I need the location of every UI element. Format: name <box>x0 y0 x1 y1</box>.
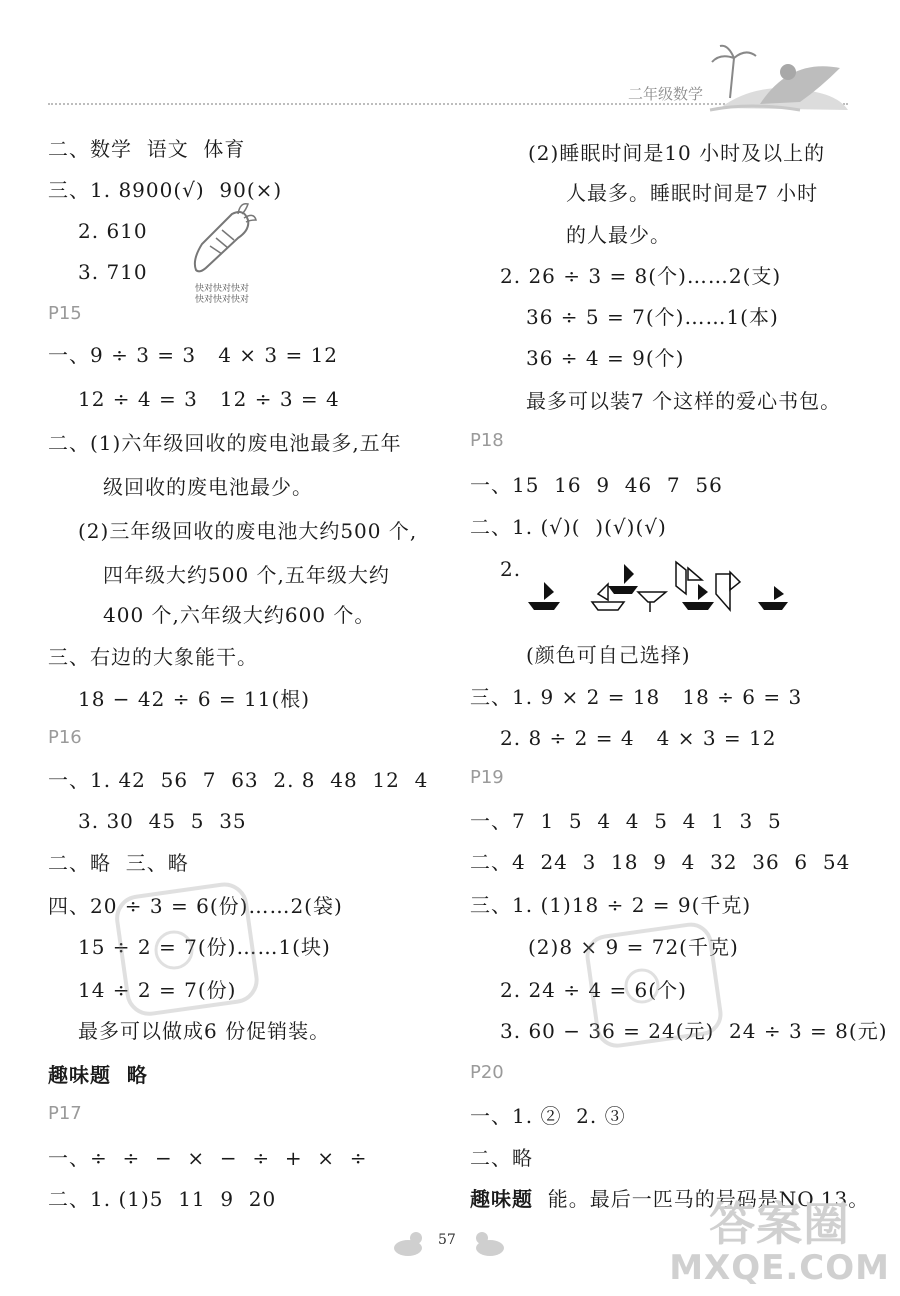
answer-line: 2. 26 ÷ 3 = 8(个)……2(支) <box>500 264 782 288</box>
page-reference: P20 <box>470 1062 504 1083</box>
answer-line: 三、1. (1)18 ÷ 2 = 9(千克) <box>470 893 752 917</box>
answer-line: 最多可以装7 个这样的爱心书包。 <box>526 389 842 413</box>
beach-illustration-icon <box>700 38 850 116</box>
answer-line: 二、1. (1)5 11 9 20 <box>48 1187 277 1211</box>
site-watermark: 答案圈 MXQE.COM <box>669 1197 890 1288</box>
fun-question-label: 趣味题 <box>470 1187 533 1211</box>
faint-stamp-watermark <box>108 880 268 1020</box>
answer-line: 一、1. ② 2. ③ <box>470 1104 626 1128</box>
page-number: 57 <box>438 1232 456 1248</box>
answer-line: (颜色可自己选择) <box>526 643 691 667</box>
answer-line: 一、÷ ÷ − × − ÷ + × ÷ <box>48 1146 368 1170</box>
header-title: 二年级数学 <box>628 85 704 103</box>
answer-line: 二、1. (√)( )(√)(√) <box>470 515 667 539</box>
fun-question-answer: 能。最后一匹马的号码是NO.13。 <box>533 1187 870 1211</box>
answer-line: 36 ÷ 5 = 7(个)……1(本) <box>526 305 779 329</box>
answer-line: 12 ÷ 4 = 3 12 ÷ 3 = 4 <box>78 387 340 411</box>
answer-line: 二、数学 语文 体育 <box>48 137 246 161</box>
answer-line: (2)三年级回收的废电池大约500 个, <box>78 519 418 543</box>
answer-line: 三、1. 9 × 2 = 18 18 ÷ 6 = 3 <box>470 685 803 709</box>
answer-line: 2. 8 ÷ 2 = 4 4 × 3 = 12 <box>500 726 777 750</box>
answer-line: 最多可以做成6 份促销装。 <box>78 1019 331 1043</box>
answer-line: 的人最少。 <box>566 223 671 247</box>
answer-line: 一、9 ÷ 3 = 3 4 × 3 = 12 <box>48 343 339 367</box>
answer-line: 级回收的废电池最少。 <box>103 475 313 499</box>
page-reference: P17 <box>48 1103 82 1124</box>
answer-line: 二、略 三、略 <box>48 851 189 875</box>
answer-line: 36 ÷ 4 = 9(个) <box>526 346 685 370</box>
answer-line: 人最多。睡眠时间是7 小时 <box>566 181 819 205</box>
answer-line: 一、7 1 5 4 4 5 4 1 3 5 <box>470 809 782 833</box>
answer-line: 3. 60 − 36 = 24(元) 24 ÷ 3 = 8(元) <box>500 1019 888 1043</box>
answer-line: 二、4 24 3 18 9 4 32 36 6 54 <box>470 850 851 874</box>
page-reference: P15 <box>48 303 82 324</box>
answer-line: (2)睡眠时间是10 小时及以上的 <box>528 141 826 165</box>
page-reference: P18 <box>470 430 504 451</box>
answer-line: 400 个,六年级大约600 个。 <box>103 603 376 627</box>
page-reference: P19 <box>470 767 504 788</box>
answer-line: 四、20 ÷ 3 = 6(份)……2(袋) <box>48 894 343 918</box>
stamp-text: 快对快对快对 快对快对快对 <box>195 284 250 305</box>
answer-line: (2)8 × 9 = 72(千克) <box>528 935 739 959</box>
carrot-sticker-icon <box>188 200 258 282</box>
answer-line: 2. 24 ÷ 4 = 6(个) <box>500 978 687 1002</box>
answer-line: 14 ÷ 2 = 7(份) <box>78 978 237 1002</box>
answer-line: 18 − 42 ÷ 6 = 11(根) <box>78 687 311 711</box>
answer-line: 一、15 16 9 46 7 56 <box>470 473 723 497</box>
answer-line: 2. 610 <box>78 219 148 243</box>
answer-line: 3. 710 <box>78 260 148 284</box>
answer-line: 2. <box>500 557 522 581</box>
answer-line: 二、(1)六年级回收的废电池最多,五年 <box>48 431 402 455</box>
answer-line: 一、1. 42 56 7 63 2. 8 48 12 4 <box>48 768 429 792</box>
answer-line: 三、1. 8900(√) 90(×) <box>48 178 283 202</box>
answer-line: 二、略 <box>470 1146 533 1170</box>
answer-line: 15 ÷ 2 = 7(份)……1(块) <box>78 935 331 959</box>
answer-line: 3. 30 45 5 35 <box>78 809 247 833</box>
answer-line: 三、右边的大象能干。 <box>48 645 258 669</box>
answer-line: 四年级大约500 个,五年级大约 <box>103 563 390 587</box>
answer-line: 趣味题 略 <box>48 1063 148 1087</box>
faint-stamp-watermark-2 <box>580 920 730 1050</box>
page-reference: P16 <box>48 727 82 748</box>
tangram-boats-figure <box>520 550 800 620</box>
